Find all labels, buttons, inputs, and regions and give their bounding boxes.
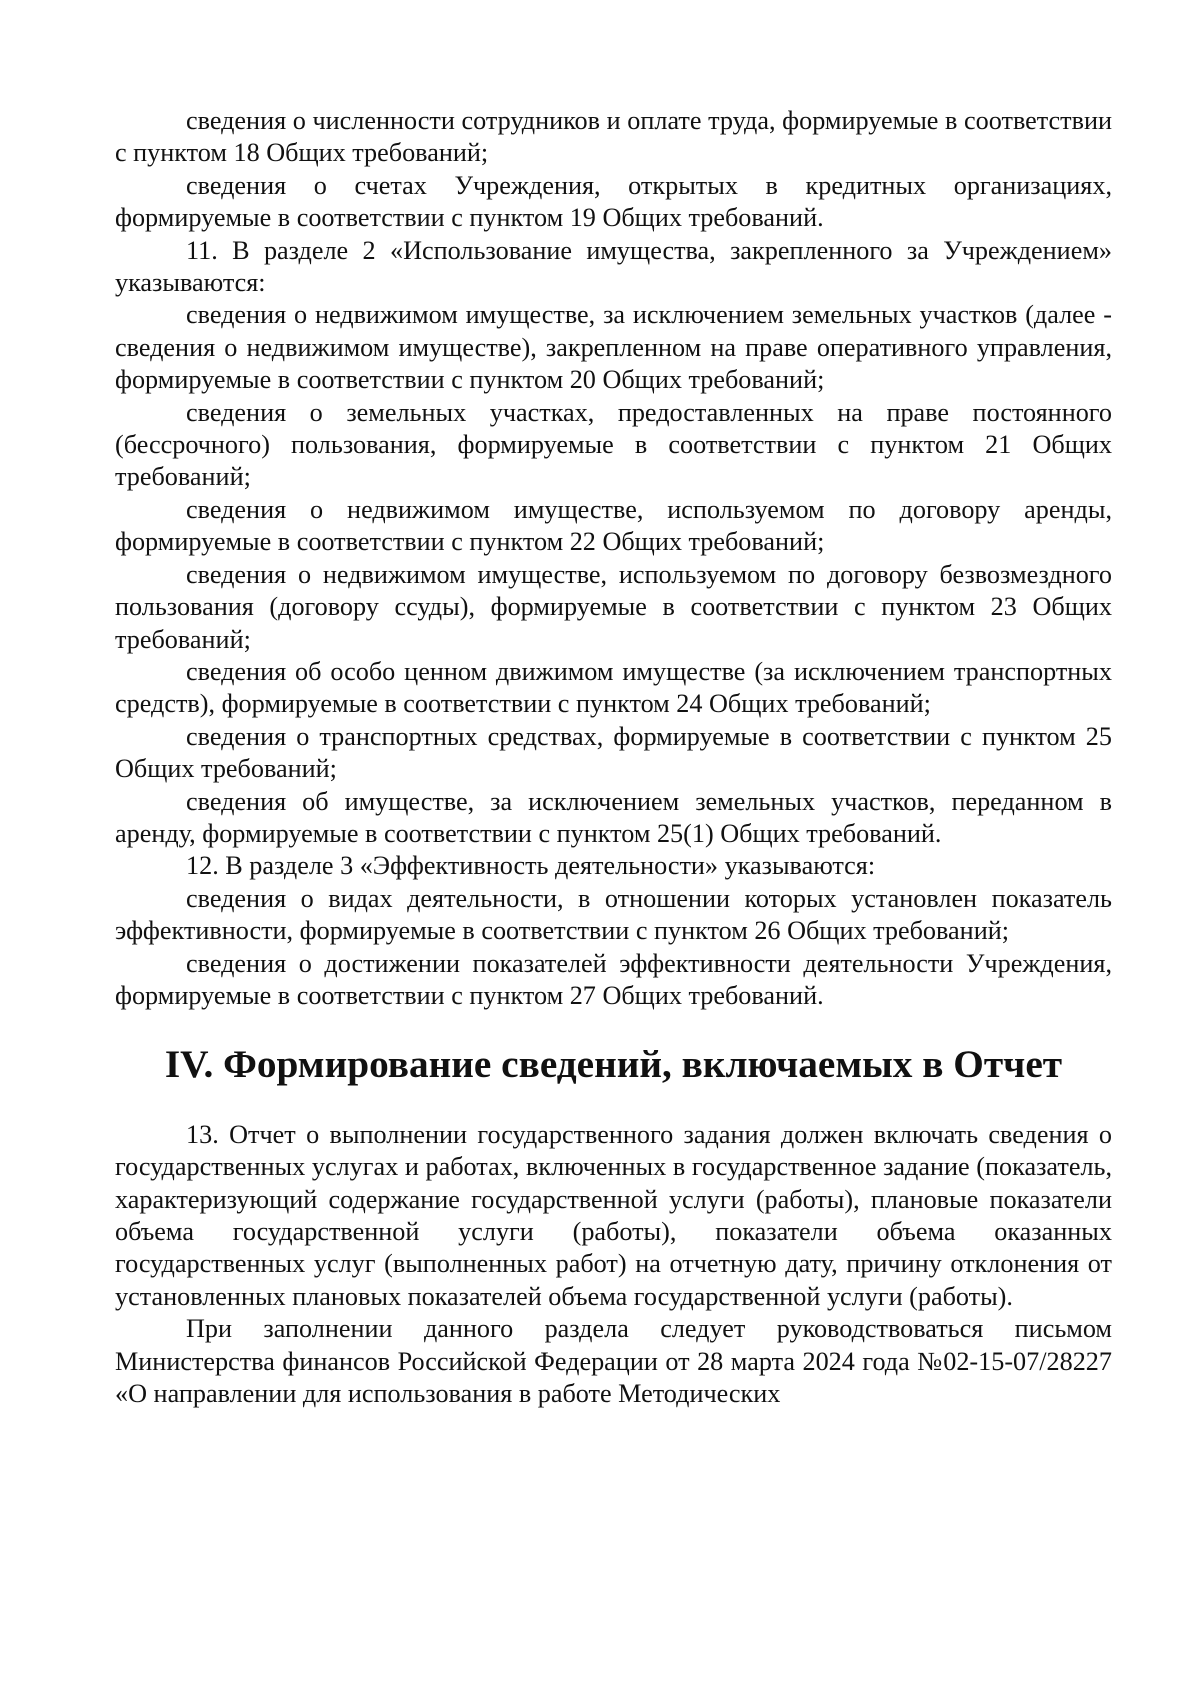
paragraph-real-estate: сведения о недвижимом имуществе, за исключением земельных участков (далее - сведения о недвижимом имуществе), закрепленном на праве оперативного управления, формируемые в соответствии с пунктом 20 Общих требований; xyxy=(115,300,1112,395)
paragraph-activity-types: сведения о видах деятельности, в отношении которых установлен показатель эффективности, формируемые в соответствии с пунктом 26 Общих требований; xyxy=(115,883,1112,946)
paragraph-item-13: 13. Отчет о выполнении государственного задания должен включать сведения о государственных услугах и работах, включенных в государственное задание (показатель, характеризующий содержание государственной услуги (работы), плановые показатели объема государственной услуги (работы), показатели объема оказанных государственных услуг (выполненных работ) на отчетную дату, причину отклонения от установленных плановых показателей объема государственной услуги (работы). xyxy=(115,1119,1112,1311)
paragraph-movable-property: сведения об особо ценном движимом имуществе (за исключением транспортных средств), формируемые в соответствии с пунктом 24 Общих требований; xyxy=(115,656,1112,719)
paragraph-minfin-letter: При заполнении данного раздела следует руководствоваться письмом Министерства финансов Российской Федерации от 28 марта 2024 года №02-15-07/28227 «О направлении для использования в работе Методических xyxy=(115,1314,1112,1409)
paragraph-free-use: сведения о недвижимом имуществе, используемом по договору безвозмездного пользования (договору ссуды), формируемые в соответствии с пунктом 23 Общих требований; xyxy=(115,559,1112,654)
paragraph-lease: сведения о недвижимом имуществе, используемом по договору аренды, формируемые в соответствии с пунктом 22 Общих требований; xyxy=(115,494,1112,557)
paragraph-staff-info: сведения о численности сотрудников и оплате труда, формируемые в соответствии с пунктом 18 Общих требований; xyxy=(115,106,1112,168)
paragraph-vehicles: сведения о транспортных средствах, формируемые в соответствии с пунктом 25 Общих требований; xyxy=(115,721,1112,784)
paragraph-leased-out: сведения об имуществе, за исключением земельных участков, переданном в аренду, формируемые в соответствии с пунктом 25(1) Общих требований. xyxy=(115,786,1112,848)
section-heading: IV. Формирование сведений, включаемых в Отчет xyxy=(164,1042,1063,1087)
paragraph-item-11: 11. В разделе 2 «Использование имущества, закрепленного за Учреждением» указываются: xyxy=(115,235,1112,298)
paragraph-item-12: 12. В разделе 3 «Эффективность деятельности» указываются: xyxy=(186,851,876,881)
paragraph-land-plots: сведения о земельных участках, предоставленных на праве постоянного (бессрочного) пользования, формируемые в соответствии с пунктом 21 Общих требований; xyxy=(115,397,1112,492)
paragraph-bank-accounts: сведения о счетах Учреждения, открытых в кредитных организациях, формируемые в соответствии с пунктом 19 Общих требований. xyxy=(115,170,1112,233)
paragraph-efficiency: сведения о достижении показателей эффективности деятельности Учреждения, формируемые в соответствии с пунктом 27 Общих требований. xyxy=(115,948,1112,1010)
